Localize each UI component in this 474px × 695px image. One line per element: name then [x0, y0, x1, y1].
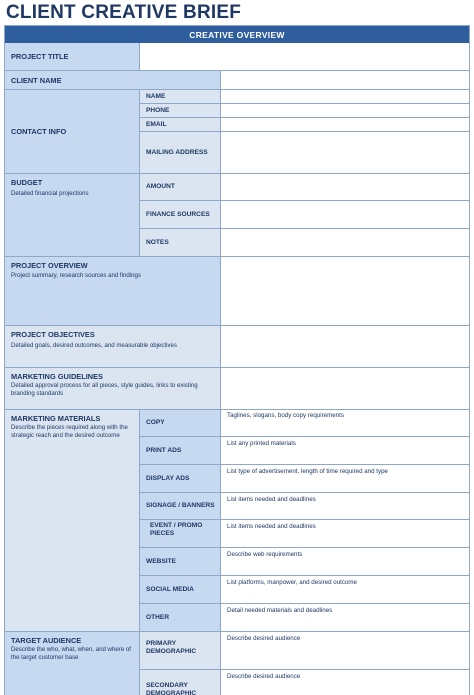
- material-label-cell: [140, 493, 221, 520]
- budget-finance-label-cell: [140, 201, 221, 229]
- material-website-note: Describe web requirements: [227, 551, 303, 558]
- material-label-cell: [140, 410, 221, 437]
- budget-amount-label: AMOUNT: [146, 183, 175, 190]
- audience-primary-field[interactable]: [221, 632, 470, 670]
- target-audience-label-cell: [5, 632, 140, 695]
- audience-secondary-label: SECONDARY DEMOGRAPHIC: [146, 682, 197, 695]
- budget-amount-field[interactable]: [221, 174, 470, 201]
- material-print-ads-field[interactable]: [221, 437, 470, 465]
- contact-phone-label-cell: [140, 104, 221, 118]
- material-signage-field[interactable]: [221, 493, 470, 520]
- material-print-ads-note: List any printed materials: [227, 440, 296, 447]
- material-print-ads-label: PRINT ADS: [146, 446, 182, 454]
- budget-notes-label: NOTES: [146, 238, 169, 246]
- budget-desc: Detailed financial projections: [11, 190, 89, 197]
- contact-name-label-cell: [140, 90, 221, 104]
- material-other-note: Detail needed materials and deadlines: [227, 607, 333, 614]
- material-other-field[interactable]: [221, 604, 470, 632]
- audience-secondary-field[interactable]: [221, 670, 470, 695]
- marketing-materials-label: MARKETING MATERIALS: [11, 414, 101, 423]
- material-signage-note: List items needed and deadlines: [227, 496, 316, 503]
- contact-email-field[interactable]: [221, 118, 470, 132]
- material-label-cell: [140, 465, 221, 493]
- material-label-cell: [140, 437, 221, 465]
- contact-email-label-cell: [140, 118, 221, 132]
- material-copy-label: COPY: [146, 419, 165, 426]
- contact-email-label: EMAIL: [146, 120, 167, 128]
- audience-secondary-note: Describe desired audience: [227, 673, 301, 680]
- project-overview-label: PROJECT OVERVIEW: [11, 261, 88, 270]
- material-website-field[interactable]: [221, 548, 470, 576]
- budget-notes-field[interactable]: [221, 229, 470, 257]
- material-social-note: List platforms, manpower, and desired outcome: [227, 579, 358, 586]
- marketing-guidelines-desc: Detailed approval process for all pieces, style guides, links to existing branding standards: [11, 382, 198, 397]
- audience-primary-label: PRIMARY DEMOGRAPHIC: [146, 640, 197, 655]
- project-title-label-cell: [5, 43, 140, 71]
- contact-mailing-label: MAILING ADDRESS: [146, 148, 208, 156]
- target-audience-label: TARGET AUDIENCE: [11, 636, 82, 645]
- project-objectives-label-cell: [5, 326, 221, 368]
- budget-amount-label-cell: [140, 174, 221, 201]
- page-title: CLIENT CREATIVE BRIEF: [6, 2, 242, 23]
- client-name-label-cell: [5, 71, 221, 90]
- project-objectives-field[interactable]: [221, 326, 470, 368]
- audience-secondary-label-cell: [140, 670, 221, 695]
- material-copy-note: Taglines, slogans, body copy requirements: [227, 412, 344, 419]
- budget-label-cell: [5, 174, 140, 257]
- material-website-label: WEBSITE: [146, 557, 177, 565]
- target-audience-desc: Describe the who, what, when, and where of the target customer base: [11, 646, 131, 661]
- material-other-label: OTHER: [146, 613, 170, 621]
- material-label-cell: [140, 520, 221, 548]
- material-social-label: SOCIAL MEDIA: [146, 585, 194, 593]
- audience-primary-note: Describe desired audience: [227, 635, 301, 642]
- project-title-label: PROJECT TITLE: [11, 52, 69, 61]
- marketing-guidelines-label-cell: [5, 368, 221, 410]
- budget-notes-label-cell: [140, 229, 221, 257]
- material-event-note: List items needed and deadlines: [227, 523, 316, 530]
- marketing-materials-label-cell: [5, 410, 140, 632]
- marketing-materials-desc: Describe the pieces required along with the strategic reach and the desired outcome: [11, 424, 128, 439]
- project-objectives-desc: Detailed goals, desired outcomes, and measurable objectives: [11, 342, 177, 349]
- project-title-field[interactable]: [140, 43, 470, 71]
- marketing-guidelines-field[interactable]: [221, 368, 470, 410]
- contact-name-field[interactable]: [221, 90, 470, 104]
- budget-finance-label: FINANCE SOURCES: [146, 210, 210, 218]
- brief-sheet: [4, 25, 470, 695]
- material-label-cell: [140, 604, 221, 632]
- contact-phone-field[interactable]: [221, 104, 470, 118]
- material-display-ads-label: DISPLAY ADS: [146, 474, 190, 482]
- contact-mailing-label-cell: [140, 132, 221, 174]
- material-label-cell: [140, 576, 221, 604]
- audience-primary-label-cell: [140, 632, 221, 670]
- budget-label: BUDGET: [11, 178, 43, 187]
- material-event-label: EVENT / PROMO PIECES: [150, 522, 203, 537]
- contact-mailing-field[interactable]: [221, 132, 470, 174]
- marketing-guidelines-label: MARKETING GUIDELINES: [11, 372, 103, 381]
- material-copy-field[interactable]: [221, 410, 470, 437]
- material-label-cell: [140, 548, 221, 576]
- material-signage-label: SIGNAGE / BANNERS: [146, 502, 215, 509]
- contact-info-label-cell: [5, 90, 140, 174]
- client-name-field[interactable]: [221, 71, 470, 90]
- material-event-field[interactable]: [221, 520, 470, 548]
- project-objectives-label: PROJECT OBJECTIVES: [11, 330, 95, 339]
- material-display-ads-note: List type of advertisement, length of time required and type: [227, 468, 388, 475]
- contact-phone-label: PHONE: [146, 106, 170, 114]
- project-overview-desc: Project summary, research sources and findings: [11, 272, 141, 279]
- project-overview-label-cell: [5, 257, 221, 326]
- contact-info-label: CONTACT INFO: [11, 127, 67, 136]
- creative-overview-banner: CREATIVE OVERVIEW: [5, 26, 469, 43]
- material-display-ads-field[interactable]: [221, 465, 470, 493]
- budget-finance-field[interactable]: [221, 201, 470, 229]
- client-name-label: CLIENT NAME: [11, 75, 62, 85]
- contact-name-label: NAME: [146, 92, 166, 100]
- material-social-field[interactable]: [221, 576, 470, 604]
- project-overview-field[interactable]: [221, 257, 470, 326]
